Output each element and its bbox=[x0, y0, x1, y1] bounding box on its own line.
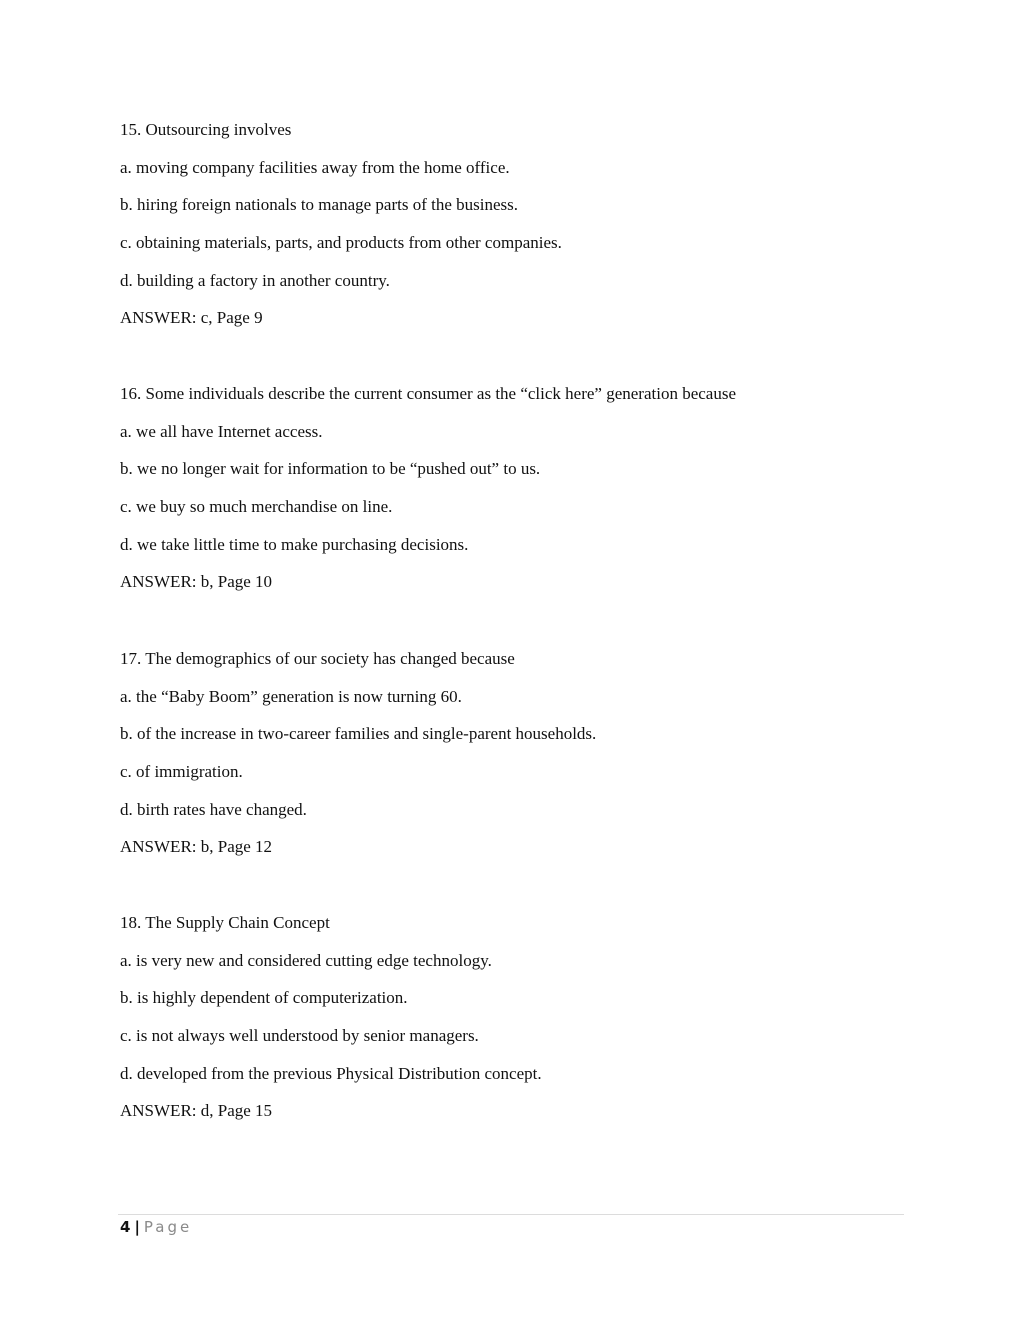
answer-line: ANSWER: b, Page 10 bbox=[120, 572, 273, 592]
question-16 bbox=[120, 384, 910, 592]
option-a: a. is very new and considered cutting edge technology. bbox=[120, 950, 492, 970]
option-b: b. we no longer wait for information to be “pushed out” to us. bbox=[120, 459, 541, 479]
footer-divider bbox=[118, 1214, 904, 1215]
question-stem: 15. Outsourcing involves bbox=[120, 120, 292, 139]
page-number: 4 bbox=[120, 1218, 131, 1236]
option-b: b. of the increase in two-career families and single-parent households. bbox=[120, 724, 597, 744]
option-b: b. is highly dependent of computerization. bbox=[120, 988, 408, 1008]
option-c: c. obtaining materials, parts, and products from other companies. bbox=[120, 233, 562, 253]
option-a: a. moving company facilities away from the home office. bbox=[120, 157, 510, 177]
answer-line: ANSWER: d, Page 15 bbox=[120, 1101, 273, 1121]
answer-line: ANSWER: c, Page 9 bbox=[120, 308, 263, 328]
option-d: d. developed from the previous Physical Distribution concept. bbox=[120, 1063, 542, 1083]
answer-line: ANSWER: b, Page 12 bbox=[120, 837, 273, 857]
footer-separator: | bbox=[134, 1218, 140, 1236]
question-15 bbox=[120, 120, 910, 328]
question-17 bbox=[120, 649, 910, 857]
option-b: b. hiring foreign nationals to manage parts of the business. bbox=[120, 195, 518, 215]
option-a: a. the “Baby Boom” generation is now turning 60. bbox=[120, 686, 462, 706]
option-d: d. we take little time to make purchasing decisions. bbox=[120, 534, 469, 554]
question-stem: 16. Some individuals describe the current consumer as the “click here” generation because bbox=[120, 384, 737, 403]
page-footer bbox=[120, 1217, 192, 1237]
option-a: a. we all have Internet access. bbox=[120, 421, 323, 441]
page-label: Page bbox=[143, 1218, 193, 1236]
option-d: d. birth rates have changed. bbox=[120, 799, 307, 819]
question-18 bbox=[120, 913, 910, 1121]
option-c: c. is not always well understood by senior managers. bbox=[120, 1026, 479, 1046]
option-c: c. we buy so much merchandise on line. bbox=[120, 497, 393, 517]
question-stem: 17. The demographics of our society has changed because bbox=[120, 649, 515, 668]
option-c: c. of immigration. bbox=[120, 762, 243, 782]
question-stem: 18. The Supply Chain Concept bbox=[120, 913, 330, 932]
option-d: d. building a factory in another country. bbox=[120, 270, 390, 290]
